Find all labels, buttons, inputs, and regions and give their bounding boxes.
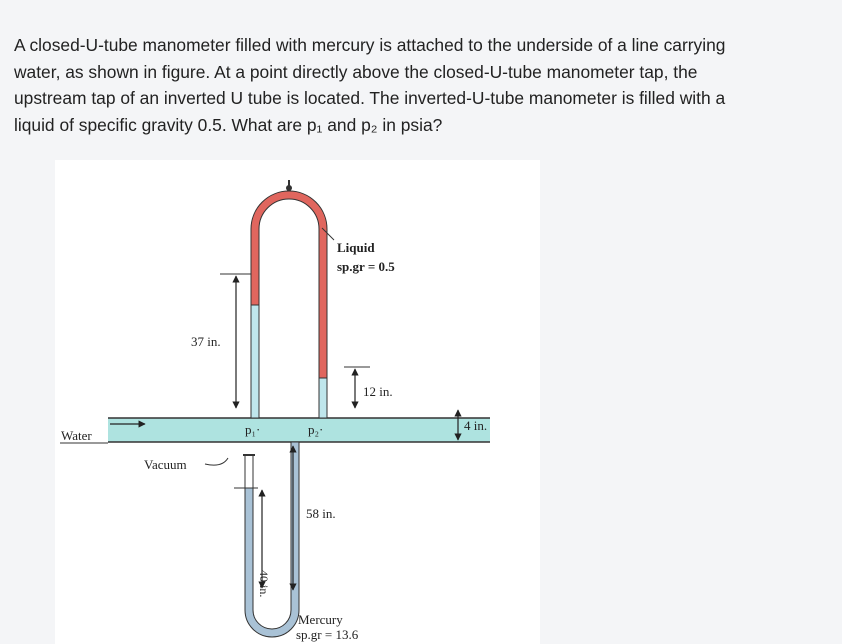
mercury-sg-label: sp.gr = 13.6 <box>296 627 359 642</box>
inverted-u-right-water <box>319 378 327 418</box>
dim-4-label: 4 in. <box>464 418 488 433</box>
question-line-1: A closed-U-tube manometer filled with mercury is attached to the underside of a line carrying <box>14 35 726 55</box>
dim-12-label: 12 in. <box>363 384 393 399</box>
closed-u-vacuum-space <box>245 455 253 488</box>
liquid-label: Liquid <box>337 240 375 255</box>
p1-label: p₁· <box>245 422 261 437</box>
vacuum-label: Vacuum <box>144 457 187 472</box>
question-line-2: water, as shown in figure. At a point directly above the closed-U-tube manometer tap, the <box>14 61 698 82</box>
water-label: Water <box>61 428 92 443</box>
inverted-u-left-water <box>251 305 259 418</box>
dim-58-label: 58 in. <box>306 506 336 521</box>
dim-40-label: 40 in. <box>257 570 271 598</box>
question-line-4: liquid of specific gravity 0.5. What are p₁ and p₂ in psia? <box>14 114 443 135</box>
water-pipe <box>108 418 490 442</box>
p2-label: p₂· <box>308 422 324 437</box>
question-line-3: upstream tap of an inverted U tube is located. The inverted-U-tube manometer is filled with a <box>14 88 726 108</box>
dim-37-label: 37 in. <box>191 334 221 349</box>
liquid-sg-label: sp.gr = 0.5 <box>337 259 395 274</box>
mercury-label: Mercury <box>298 612 343 627</box>
